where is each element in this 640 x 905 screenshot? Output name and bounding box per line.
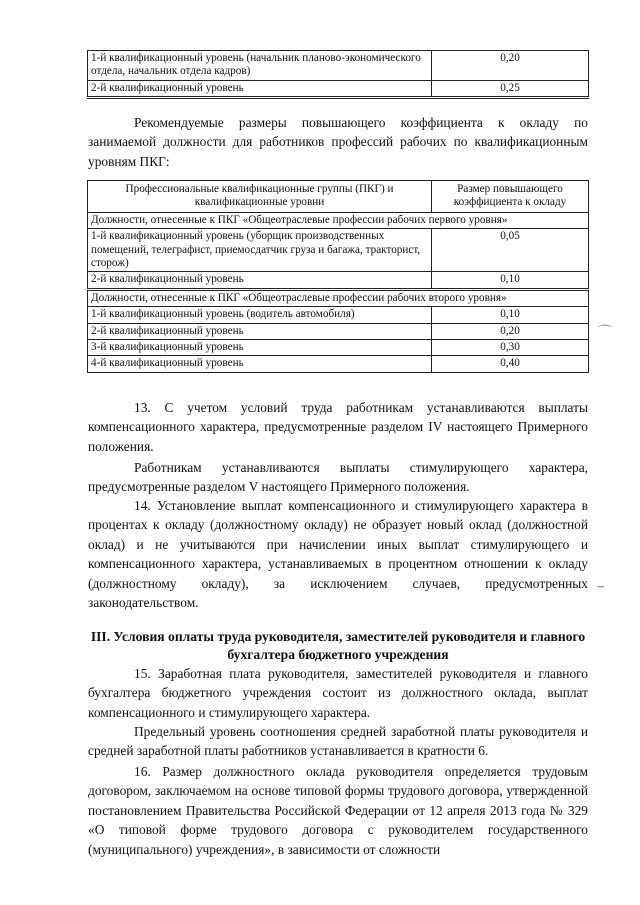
worker-coefficient-table — [87, 180, 589, 373]
coefficient-value: 0,40 — [432, 356, 589, 372]
section-title: III. Условия оплаты труда руководителя, заместителей руководителя и главного бухгалтера бюджетного учреждения — [90, 629, 586, 662]
coefficient-value: 0,10 — [432, 307, 589, 323]
paragraph-15-continued: Предельный уровень соотношения средней заработной платы руководителя и средней заработной платы работников устанавливается в кратности 6. — [88, 724, 588, 759]
table-row — [88, 307, 589, 323]
table-row — [88, 340, 589, 356]
coefficient-value: 0,05 — [432, 229, 589, 272]
level-label: 3-й квалификационный уровень — [88, 340, 432, 356]
scan-artifact: ⌣ — [596, 579, 606, 594]
coefficient-value: 0,20 — [432, 323, 589, 339]
coefficient-value: 0,25 — [432, 80, 589, 97]
coefficient-value: 0,30 — [432, 340, 589, 356]
coefficient-value: 0,20 — [432, 51, 589, 81]
column-header-groups: Профессиональные квалификационные группы (ПКГ) и квалификационные уровни — [88, 181, 432, 213]
group-title-first-level: Должности, отнесенные к ПКГ «Общеотраслевые профессии рабочих первого уровня» — [88, 212, 589, 228]
group-row — [88, 212, 589, 228]
paragraph-14: 14. Установление выплат компенсационного и стимулирующего характера в процентах к окладу (должностному окладу) не образует новый оклад (должностной оклад) и не учитываются при начислении иных выплат стимулирующего и компенсационного характера, устанавливаемых в процентном отношении к окладу (должностному окладу), за исключением случаев, предусмотренных законодательством. — [88, 498, 588, 611]
group-title-second-level: Должности, отнесенные к ПКГ «Общеотраслевые профессии рабочих второго уровня» — [88, 289, 589, 306]
table-row — [88, 229, 589, 272]
table-header-row — [88, 181, 589, 213]
group-row — [88, 289, 589, 306]
level-label: 4-й квалификационный уровень — [88, 356, 432, 372]
paragraph-13-continued: Работникам устанавливаются выплаты стимулирующего характера, предусмотренные разделом V настоящего Примерного положения. — [88, 460, 588, 495]
table-row — [88, 51, 589, 81]
intro-paragraph: Рекомендуемые размеры повышающего коэффициента к окладу по занимаемой должности для работников профессий рабочих по квалификационным уровням ПКГ: — [88, 115, 588, 169]
level-label: 1-й квалификационный уровень (уборщик производственных помещений, телеграфист, приемосдатчик груза и багажа, тракторист, сторож) — [88, 229, 432, 272]
table-row — [88, 272, 589, 289]
level-label: 1-й квалификационный уровень (водитель автомобиля) — [88, 307, 432, 323]
scan-artifact: ⌒ — [598, 326, 612, 341]
table-row — [88, 323, 589, 339]
level-label: 2-й квалификационный уровень — [88, 272, 432, 289]
level-label: 1-й квалификационный уровень (начальник планово-экономического отдела, начальник отдела кадров) — [88, 51, 432, 81]
table-row — [88, 80, 589, 97]
paragraph-13: 13. С учетом условий труда работникам устанавливаются выплаты компенсационного характера, предусмотренные разделом IV настоящего Примерного положения. — [88, 400, 588, 454]
level-label: 2-й квалификационный уровень — [88, 323, 432, 339]
column-header-coefficient: Размер повышающего коэффициента к окладу — [432, 181, 589, 213]
level-label: 2-й квалификационный уровень — [88, 80, 432, 97]
table-row — [88, 356, 589, 372]
coefficient-table-top — [87, 50, 589, 99]
paragraph-15: 15. Заработная плата руководителя, заместителей руководителя и главного бухгалтера бюджетного учреждения состоит из должностного оклада, выплат компенсационного и стимулирующего характера. — [88, 666, 588, 720]
coefficient-value: 0,10 — [432, 272, 589, 289]
paragraph-16: 16. Размер должностного оклада руководителя определяется трудовым договором, заключаемом на основе типовой формы трудового договора, утвержденной постановлением Правительства Российской Федерации от 12 апреля 2013 года № 329 «О типовой форме трудового договора с руководителем государственного (муниципального) учреждения», в зависимости от сложности — [88, 764, 588, 857]
